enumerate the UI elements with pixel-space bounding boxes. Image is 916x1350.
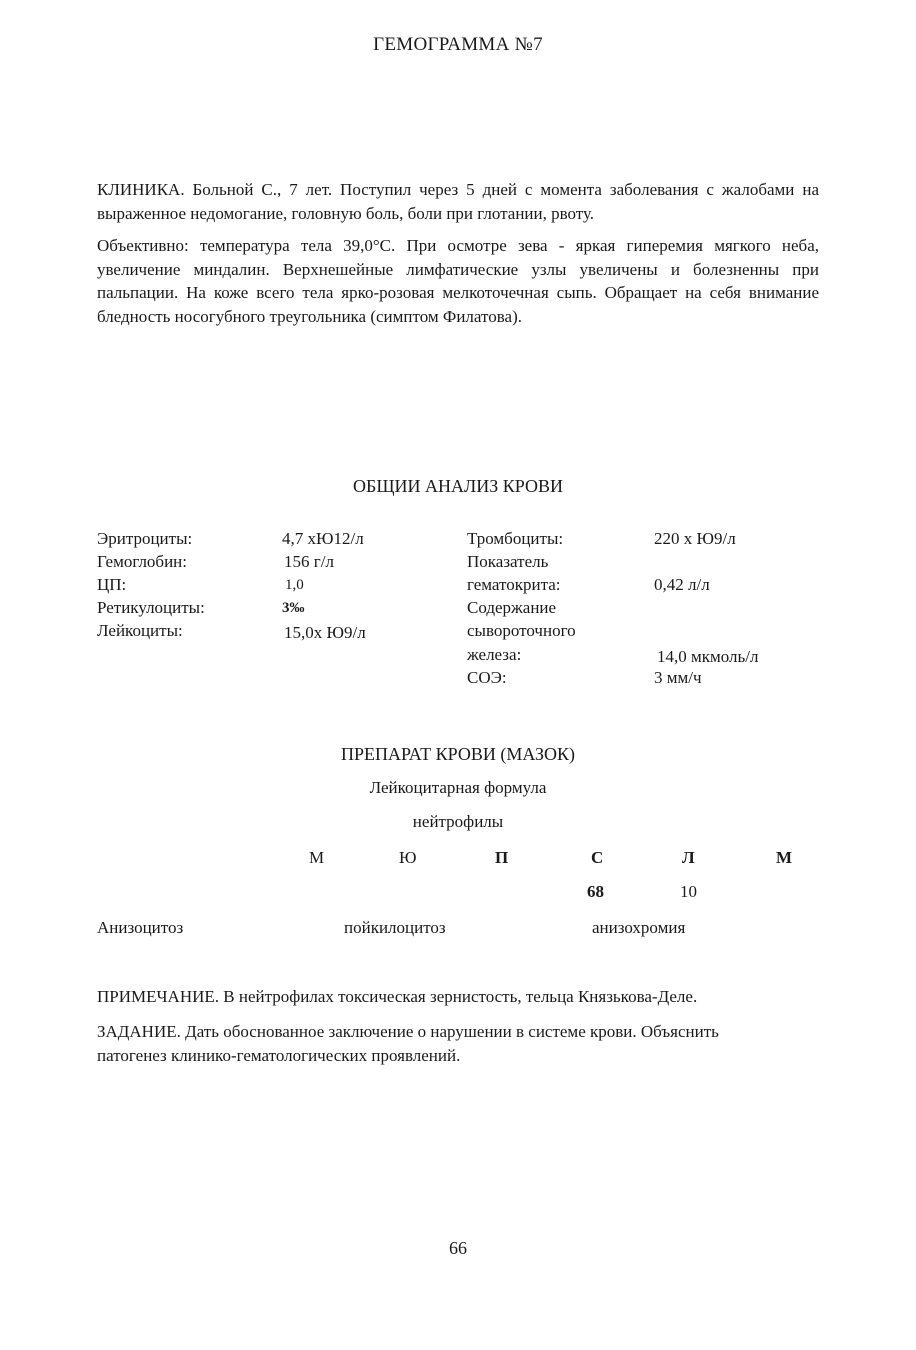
- blood-analysis-title: ОБЩИИ АНАЛИЗ КРОВИ: [353, 476, 563, 496]
- value-lymphocytes: 10: [680, 882, 697, 901]
- leukocytes-value: 15,0х Ю9/л: [284, 623, 366, 642]
- header-monocytes: М: [776, 848, 793, 867]
- reticulocytes-label: Ретикулоциты:: [97, 598, 205, 617]
- hematocrit-label-1: Показатель: [467, 552, 549, 571]
- hematocrit-value: 0,42 л/л: [654, 575, 710, 594]
- anisocytosis: Анизоцитоз: [97, 918, 184, 937]
- neutrophils-label: нейтрофилы: [412, 812, 504, 831]
- leukocyte-formula-title: Лейкоцитарная формула: [369, 778, 547, 797]
- page-title: ГЕМОГРАММА №7: [373, 34, 543, 55]
- iron-label-2: сывороточного: [467, 621, 576, 640]
- platelets-label: Тромбоциты:: [467, 529, 564, 548]
- color-index-label: ЦП:: [97, 575, 127, 594]
- erythrocytes-label: Эритроциты:: [97, 529, 193, 548]
- note-paragraph: ПРИМЕЧАНИЕ. В нейтрофилах токсическая зернистость, тельца Князькова-Деле.: [97, 987, 698, 1006]
- header-band: П: [495, 848, 509, 867]
- header-segmented: С: [591, 848, 604, 867]
- poikilocytosis: пойкилоцитоз: [344, 918, 446, 937]
- leukocytes-label: Лейкоциты:: [97, 621, 183, 640]
- page-number: 66: [449, 1238, 467, 1258]
- task-paragraph: ЗАДАНИЕ. Дать обоснованное заключение о нарушении в системе крови. Объяснить патогенез клинико-гематологических проявлений.: [97, 1022, 719, 1065]
- platelets-value: 220 х Ю9/л: [654, 529, 736, 548]
- hemoglobin-value: 156 г/л: [284, 552, 334, 571]
- anisochromia: анизохромия: [592, 918, 686, 937]
- header-lymphocytes: Л: [682, 848, 695, 867]
- clinic-paragraph: КЛИНИКА. Больной С., 7 лет. Поступил через 5 дней с момента заболевания с жалобами на выраженное недомогание, головную боль, боли при глотании, рвоту.: [97, 180, 819, 223]
- header-myelocytes: М: [309, 848, 325, 867]
- esr-label: СОЭ:: [467, 668, 507, 687]
- header-young: Ю: [399, 848, 417, 867]
- objective-paragraph: Объективно: температура тела 39,0°С. При осмотре зева - яркая гиперемия мягкого неба, увеличение миндалин. Верхнешейные лимфатические узлы увеличены и болезненны при пальпации. На коже всего тела ярко-розовая мелкоточечная сыпь. Обращает на себя внимание бледность носогубного треугольника (симптом Филатова).: [97, 236, 819, 326]
- erythrocytes-value: 4,7 хЮ12/л: [282, 529, 364, 548]
- iron-value: 14,0 мкмоль/л: [657, 647, 759, 666]
- esr-value: 3 мм/ч: [654, 668, 702, 687]
- smear-title: ПРЕПАРАТ КРОВИ (МАЗОК): [341, 744, 575, 764]
- color-index-value: 1,0: [285, 577, 304, 593]
- hematocrit-label-2: гематокрита:: [467, 575, 561, 594]
- value-segmented: 68: [587, 882, 604, 901]
- reticulocytes-value: 3‰: [282, 600, 305, 616]
- iron-label-3: железа:: [467, 645, 522, 664]
- iron-label-1: Содержание: [467, 598, 557, 617]
- hemoglobin-label: Гемоглобин:: [97, 552, 187, 571]
